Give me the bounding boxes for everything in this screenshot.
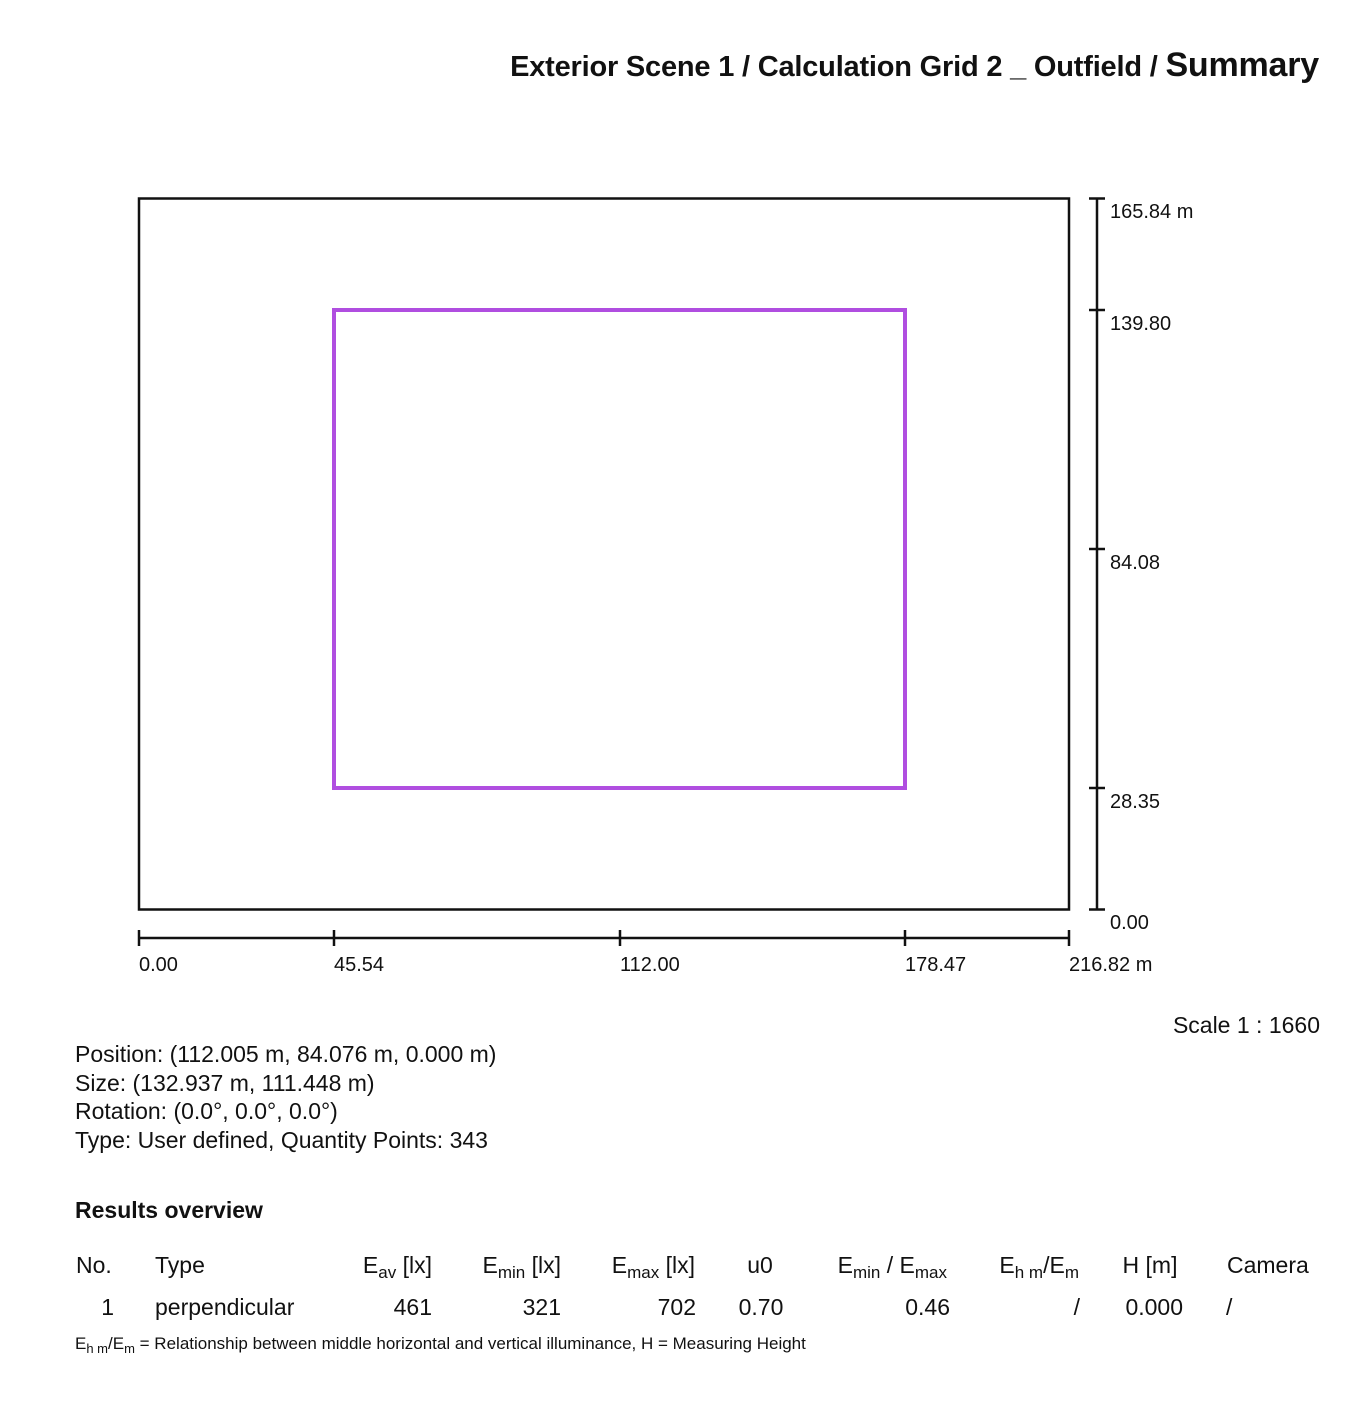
column-header-emin: $E_{min}$ [lx] <box>482 1252 561 1282</box>
column-header-eav: $E_{av}$ [lx] <box>362 1252 432 1282</box>
y-tick-label: 165.84 m <box>1110 201 1194 223</box>
cell-height: 0.000 <box>1125 1294 1183 1320</box>
x-tick-label: 178.47 <box>905 954 967 976</box>
column-header-ehm-em: $E_{h m}/E_m$ <box>999 1252 1079 1282</box>
cell-eav: 461 <box>393 1294 432 1320</box>
column-header-camera: Camera <box>1227 1252 1309 1278</box>
grid-properties <box>75 1040 496 1154</box>
page-title-summary: Summary <box>1165 46 1319 84</box>
y-tick-label: 28.35 <box>1110 791 1161 813</box>
cell-emax: 702 <box>657 1294 696 1320</box>
column-header-height: H [m] <box>1122 1252 1178 1278</box>
calculation-grid-outline <box>334 310 905 788</box>
x-tick-label: 112.00 <box>620 954 680 976</box>
results-footnote: $E_{h m}/E_m$ = Relationship between middle horizontal and vertical illuminance, H = Measuring Height <box>75 1334 806 1356</box>
x-tick-label: 45.54 <box>334 954 385 976</box>
scene-boundary <box>139 199 1069 910</box>
scale-label: Scale 1 : 1660 <box>1172 1012 1320 1038</box>
cell-ehm-em: / <box>1073 1294 1080 1320</box>
position-text: Position: (112.005 m, 84.076 m, 0.000 m) <box>75 1041 497 1067</box>
x-tick-label: 216.82 m <box>1069 954 1153 976</box>
results-heading: Results overview <box>75 1197 263 1223</box>
cell-emin: 321 <box>522 1294 561 1320</box>
cell-u0: 0.70 <box>738 1294 784 1320</box>
y-tick-label: 84.08 <box>1110 552 1161 574</box>
rotation-text: Rotation: (0.0°, 0.0°, 0.0°) <box>75 1098 338 1124</box>
x-tick-label: 0.00 <box>139 954 178 976</box>
y-tick-label: 139.80 <box>1110 313 1172 335</box>
column-header-emax: $E_{max}$ [lx] <box>611 1252 695 1282</box>
y-tick-label: 0.00 <box>1110 912 1149 934</box>
type-text: Type: User defined, Quantity Points: 343 <box>75 1126 488 1153</box>
column-header-no: No. <box>76 1252 112 1278</box>
page-title-path: Exterior Scene 1 / Calculation Grid 2 _ Outfield / <box>510 51 1166 83</box>
cell-uniformity-ratio: 0.46 <box>905 1294 950 1320</box>
column-header-type: Type <box>155 1252 205 1278</box>
cell-no: 1 <box>101 1294 114 1320</box>
size-text: Size: (132.937 m, 111.448 m) <box>75 1069 375 1096</box>
column-header-u0: u0 <box>747 1252 773 1278</box>
cell-type: perpendicular <box>155 1294 295 1320</box>
cell-camera: / <box>1226 1294 1233 1320</box>
column-header-uniformity-ratio: $E_{min} / E_{max}$ <box>837 1252 947 1282</box>
